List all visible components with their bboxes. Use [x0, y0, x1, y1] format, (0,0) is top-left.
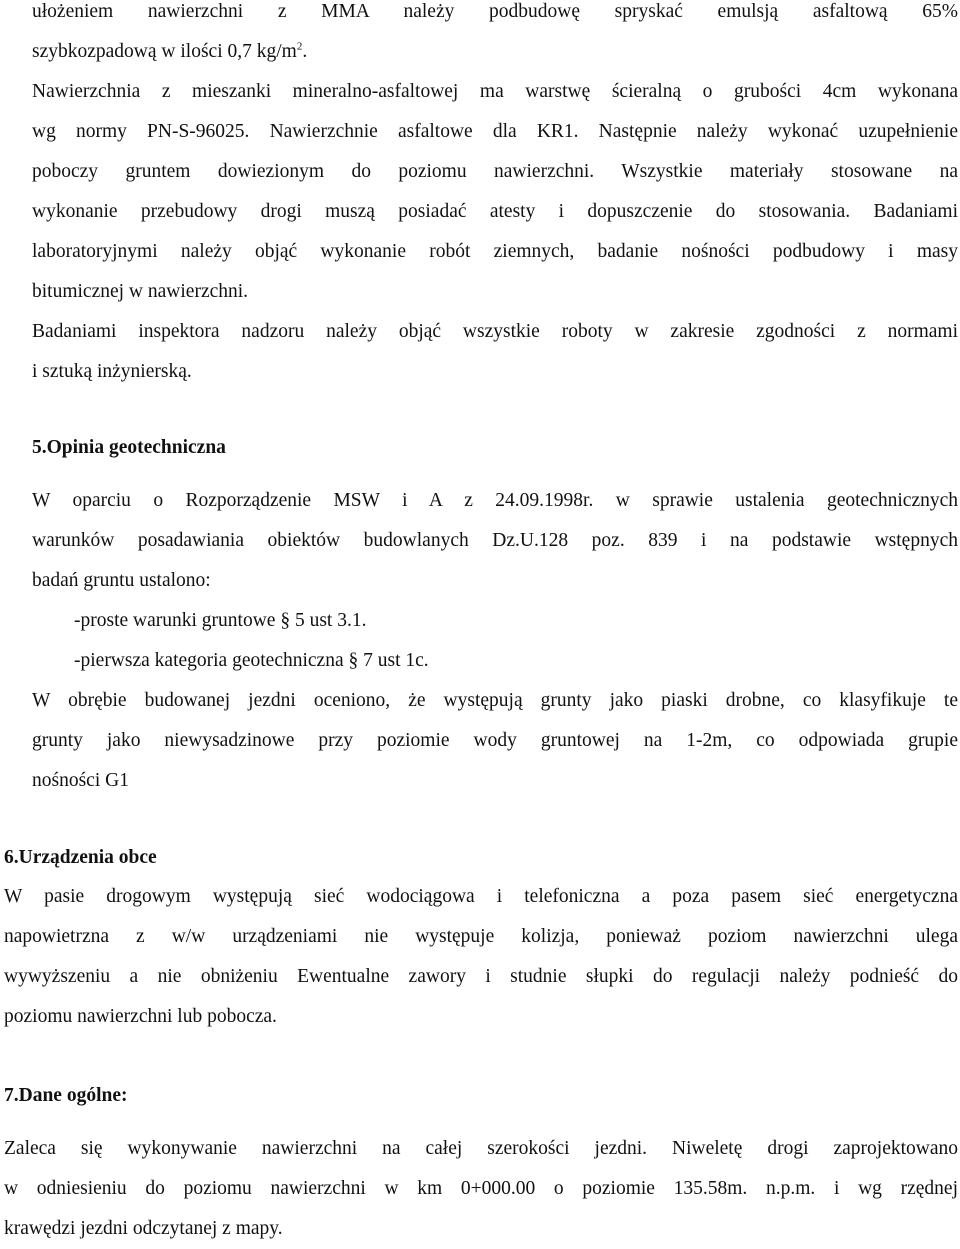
- text-line: nośności G1: [32, 770, 129, 791]
- superscript: 2: [296, 40, 303, 53]
- text-line: W oparciu o Rozporządzenie MSW i A z 24.09.1998r. w sprawie ustalenia geotechnicznych: [32, 490, 958, 511]
- text-line: Zaleca się wykonywanie nawierzchni na całej szerokości jezdni. Niweletę drogi zaprojektowano: [4, 1138, 958, 1159]
- text-line: i sztuką inżynierską.: [32, 361, 192, 382]
- text-line: laboratoryjnymi należy objąć wykonanie robót ziemnych, badanie nośności podbudowy i masy: [32, 241, 958, 262]
- text-line: poboczy gruntem dowiezionym do poziomu nawierzchni. Wszystkie materiały stosowane na: [32, 161, 958, 182]
- text-line: bitumicznej w nawierzchni.: [32, 281, 249, 302]
- text-line: grunty jako niewysadzinowe przy poziomie wody gruntowej na 1-2m, co odpowiada grupie: [32, 730, 958, 751]
- list-item: -proste warunki gruntowe § 5 ust 3.1.: [74, 610, 367, 631]
- text-line: Badaniami inspektora nadzoru należy objąć wszystkie roboty w zakresie zgodności z normami: [32, 321, 958, 342]
- text-line: wykonanie przebudowy drogi muszą posiadać atesty i dopuszczenie do stosowania. Badaniami: [32, 201, 958, 222]
- text-line: warunków posadawiania obiektów budowlanych Dz.U.128 poz. 839 i na podstawie wstępnych: [32, 530, 958, 551]
- section5-paragraph: [32, 481, 958, 801]
- text-line: W obrębie budowanej jezdni oceniono, że występują grunty jako piaski drobne, co klasyfikuje te: [32, 690, 958, 711]
- text-line: W pasie drogowym występują sieć wodociągowa i telefoniczna a poza pasem sieć energetyczna: [4, 886, 958, 907]
- text-line: badań gruntu ustalono:: [32, 570, 211, 591]
- text-line: krawędzi jezdni odczytanej z mapy.: [4, 1218, 283, 1239]
- section-heading-general-data: 7.Dane ogólne:: [4, 1085, 128, 1106]
- text-line: ułożeniem nawierzchni z MMA należy podbudowę spryskać emulsją asfaltową 65%: [32, 1, 958, 22]
- text-line: poziomu nawierzchni lub pobocza.: [4, 1006, 277, 1027]
- text-line: szybkozpadową w ilości 0,7 $kg/m^2$.: [32, 40, 308, 62]
- text-line: w odniesieniu do poziomu nawierzchni w km 0+000.00 o poziomie 135.58m. n.p.m. i wg rzędnej: [4, 1178, 958, 1199]
- section6-paragraph: [4, 877, 958, 1037]
- section7-paragraph: [4, 1129, 958, 1249]
- section4-tail-paragraph: [32, 0, 958, 392]
- section-heading-utilities: 6.Urządzenia obce: [4, 847, 157, 868]
- text-line: napowietrzna z w/w urządzeniami nie występuje kolizja, ponieważ poziom nawierzchni ulega: [4, 926, 958, 947]
- section-heading-geotechnical: 5.Opinia geotechniczna: [32, 437, 226, 458]
- text-line: wg normy PN-S-96025. Nawierzchnie asfaltowe dla KR1. Następnie należy wykonać uzupełnienie: [32, 121, 958, 142]
- list-item: -pierwsza kategoria geotechniczna § 7 ust 1c.: [74, 650, 429, 671]
- text-line: Nawierzchnia z mieszanki mineralno-asfaltowej ma warstwę ścieralną o grubości 4cm wykonana: [32, 81, 958, 102]
- text-line: wywyższeniu a nie obniżeniu Ewentualne zawory i studnie słupki do regulacji należy podnieść do: [4, 966, 958, 987]
